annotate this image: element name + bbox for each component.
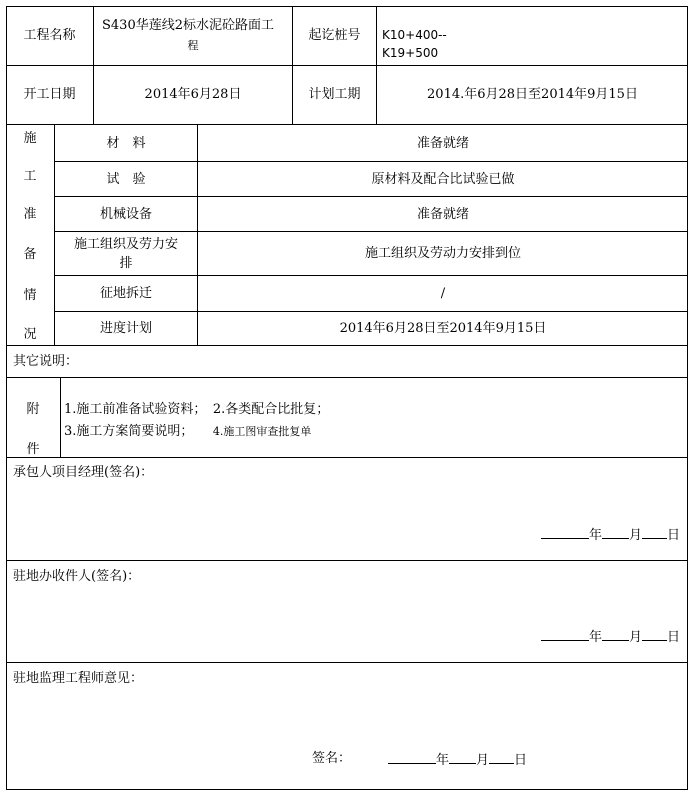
row-divider <box>54 231 688 232</box>
row-divider <box>6 345 688 346</box>
day-blank <box>642 627 667 641</box>
prep-item-label-cont: 排 <box>119 256 133 271</box>
section-label-char: 准 <box>23 207 37 222</box>
station-label: 起讫桩号 <box>308 28 361 43</box>
contractor-sign-label: 承包人项目经理(签名)： <box>13 465 154 480</box>
day-label: 日 <box>667 528 681 543</box>
prep-item-value: / <box>440 286 446 301</box>
day-blank <box>642 525 667 539</box>
start-date-label: 开工日期 <box>23 87 76 102</box>
column-divider <box>376 6 377 125</box>
prep-item-value: 施工组织及劳动力安排到位 <box>364 246 521 261</box>
day-label: 日 <box>514 753 528 768</box>
day-blank <box>489 750 514 764</box>
attachments-line-2-text: 3.施工方案简要说明； <box>64 424 213 439</box>
receiver-date <box>541 627 680 646</box>
year-label: 年 <box>589 528 603 543</box>
attachments-label-cont: 件 <box>26 442 40 457</box>
month-blank <box>602 525 629 539</box>
project-name-value-cont: 程 <box>187 39 199 52</box>
year-blank <box>388 750 436 764</box>
section-label-char: 情 <box>23 288 37 303</box>
month-label: 月 <box>629 630 643 645</box>
month-label: 月 <box>629 528 643 543</box>
month-blank <box>602 627 629 641</box>
prep-item-label: 征地拆迁 <box>99 286 152 301</box>
column-divider <box>93 6 94 125</box>
contractor-date <box>541 525 680 544</box>
plan-period-value: 2014.年6月28日至2014年9月15日 <box>427 87 638 102</box>
row-divider <box>6 124 688 125</box>
column-divider <box>292 6 293 125</box>
row-divider <box>6 65 688 66</box>
attachments-line-1: 1.施工前准备试验资料； 2.各类配合比批复； <box>64 402 330 417</box>
prep-item-label: 材 料 <box>106 136 146 151</box>
prep-item-label: 施工组织及劳力安 <box>73 237 178 252</box>
row-divider <box>6 377 688 378</box>
project-name-label: 工程名称 <box>23 28 76 43</box>
row-divider <box>54 196 688 197</box>
section-label-char: 况 <box>23 327 37 342</box>
column-divider <box>54 124 55 346</box>
prep-item-value: 2014年6月28日至2014年9月15日 <box>339 321 547 336</box>
column-divider <box>197 124 198 346</box>
supervisor-date <box>388 750 527 769</box>
supervisor-opinion-label: 驻地监理工程师意见： <box>13 671 144 686</box>
station-value: K10+400-- <box>382 28 447 42</box>
prep-item-label: 试 验 <box>106 172 146 187</box>
year-label: 年 <box>589 630 603 645</box>
section-label-char: 备 <box>23 247 37 262</box>
row-divider <box>54 275 688 276</box>
row-divider <box>6 457 688 458</box>
prep-item-label: 进度计划 <box>99 321 152 336</box>
row-divider <box>6 662 688 663</box>
attachments-line-2-small: 4.施工图审查批复单 <box>212 425 312 438</box>
row-divider <box>6 560 688 561</box>
prep-item-value: 准备就绪 <box>416 136 469 151</box>
supervisor-sign-label: 签名： <box>312 751 352 766</box>
receiver-sign-label: 驻地办收件人(签名)： <box>13 569 141 584</box>
station-value-cont: K19+500 <box>382 46 439 60</box>
section-label-char: 施 <box>23 131 37 146</box>
row-divider <box>54 311 688 312</box>
year-blank <box>541 627 589 641</box>
prep-item-label: 机械设备 <box>99 207 152 222</box>
column-divider <box>60 377 61 458</box>
prep-item-value: 原材料及配合比试验已做 <box>371 172 515 187</box>
section-label-char: 工 <box>23 169 37 184</box>
attachments-label: 附 <box>26 402 40 417</box>
year-blank <box>541 525 589 539</box>
day-label: 日 <box>667 630 681 645</box>
attachments-line-2 <box>64 423 311 440</box>
other-notes-label: 其它说明： <box>13 354 79 369</box>
start-date-value: 2014年6月28日 <box>144 87 242 102</box>
plan-period-label: 计划工期 <box>308 87 361 102</box>
year-label: 年 <box>436 753 450 768</box>
month-blank <box>449 750 476 764</box>
month-label: 月 <box>476 753 490 768</box>
project-name-value: S430华莲线2标水泥砼路面工 <box>102 18 274 33</box>
row-divider <box>54 161 688 162</box>
prep-item-value: 准备就绪 <box>416 207 469 222</box>
